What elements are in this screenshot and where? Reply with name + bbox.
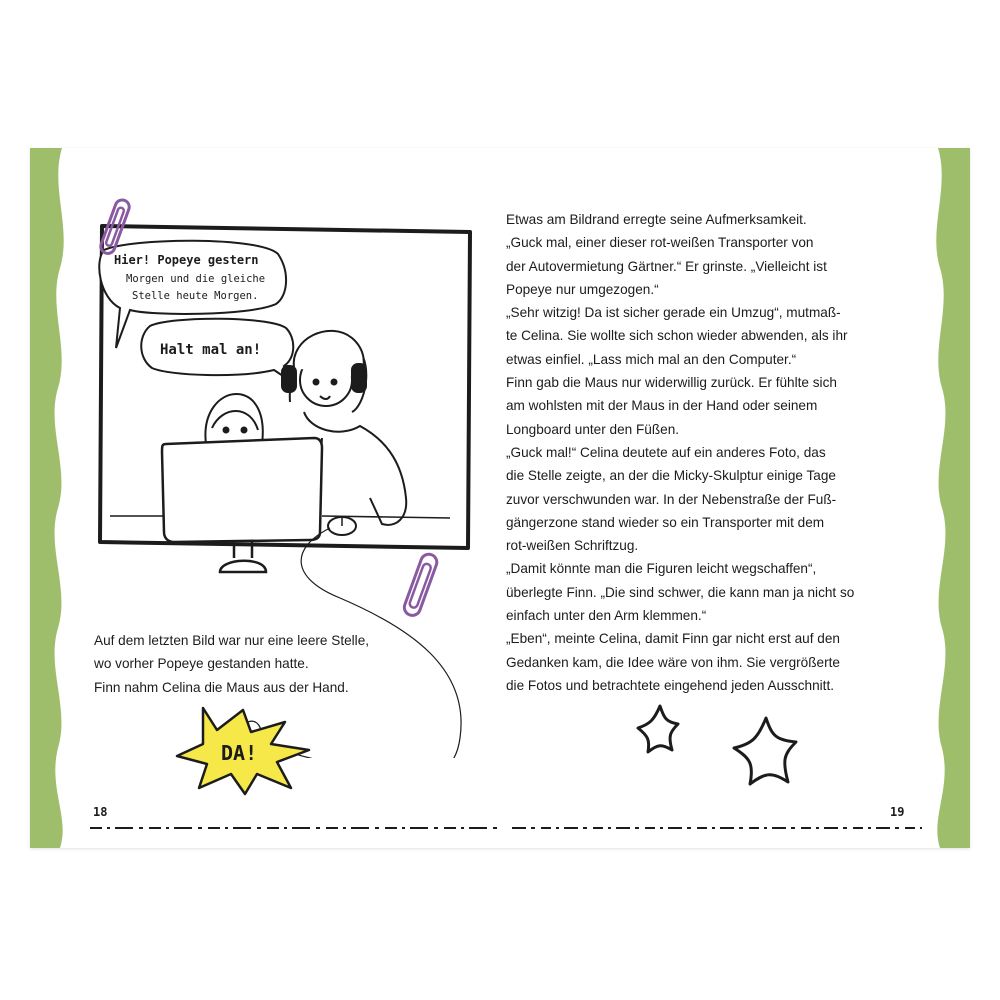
text-line: Longboard unter den Füßen.	[506, 421, 680, 437]
computer-monitor	[162, 438, 322, 572]
text-line: „Damit könnte man die Figuren leicht wegschaffen“,	[506, 561, 817, 577]
bubble-two-text: Halt mal an!	[160, 342, 262, 358]
footer-dashed-line-right	[512, 825, 922, 831]
svg-text:Morgen und die gleiche	[126, 273, 265, 285]
text-line: am wohlsten mit der Maus in der Hand oder seinem	[506, 398, 818, 414]
paperclip-icon	[402, 552, 439, 618]
bubble-one-line-2: Morgen und die gleiche	[126, 273, 266, 285]
text-line: überlegte Finn. „Die sind schwer, die kann man ja nicht so	[506, 584, 855, 600]
text-line: Gedanken kam, die Idee wäre von ihm. Sie vergrößerte	[506, 654, 840, 670]
text-line: „Eben“, meinte Celina, damit Finn gar nicht erst auf den	[506, 631, 840, 647]
text-line: der Autovermietung Gärtner.“ Er grinste. „Vielleicht ist	[506, 258, 827, 274]
star-icon	[734, 718, 796, 784]
text-line: Finn gab die Maus nur widerwillig zurück. Er fühlte sich	[506, 375, 837, 391]
text-line: „Sehr witzig! Da ist sicher gerade ein Umzug“, mutmaß-	[506, 305, 841, 321]
text-line: einfach unter den Arm klemmen.“	[506, 608, 707, 624]
right-page-text	[506, 208, 926, 697]
stars-decoration	[620, 698, 840, 808]
text-line: etwas einfiel. „Lass mich mal an den Computer.“	[506, 351, 797, 367]
footer-dashed-line-left	[90, 825, 500, 831]
left-page-text	[94, 629, 414, 699]
book-spread	[30, 148, 970, 848]
text-line: Popeye nur umgezogen.“	[506, 281, 659, 297]
star-icon	[638, 706, 678, 752]
text-line: Etwas am Bildrand erregte seine Aufmerksamkeit.	[506, 212, 807, 227]
page-number-right: 19	[890, 805, 905, 819]
text-line: „Guck mal!“ Celina deutete auf ein anderes Foto, das	[506, 444, 826, 460]
burst-text: DA!	[221, 741, 258, 765]
text-line: die Fotos und betrachtete eingehend jeden Ausschnitt.	[506, 677, 834, 693]
burst-icon	[173, 704, 313, 796]
text-line: zuvor verschwunden war. In der Nebenstraße der Fuß-	[506, 491, 837, 507]
left-paragraph-line: Finn nahm Celina die Maus aus der Hand.	[94, 679, 349, 695]
left-paragraph-line: Auf dem letzten Bild war nur eine leere Stelle,	[94, 633, 370, 648]
bubble-one-line-1: Hier! Popeye gestern	[114, 253, 259, 267]
text-line: te Celina. Sie wollte sich schon wieder abwenden, als ihr	[506, 328, 848, 344]
left-paragraph-line: wo vorher Popeye gestanden hatte.	[94, 656, 309, 672]
text-line: rot-weißen Schriftzug.	[506, 538, 639, 554]
text-line: „Guck mal, einer dieser rot-weißen Transporter von	[506, 235, 814, 251]
bubble-one-line-3: Stelle heute Morgen.	[132, 290, 259, 302]
text-line: gängerzone stand wieder so ein Transporter mit dem	[506, 514, 825, 530]
page-number-left: 18	[93, 805, 108, 819]
svg-text:Stelle heute Morgen.	[132, 290, 258, 302]
text-line: die Stelle zeigte, an der die Micky-Skulptur einige Tage	[506, 468, 836, 484]
svg-text:Hier! Popeye gestern	[114, 253, 259, 267]
